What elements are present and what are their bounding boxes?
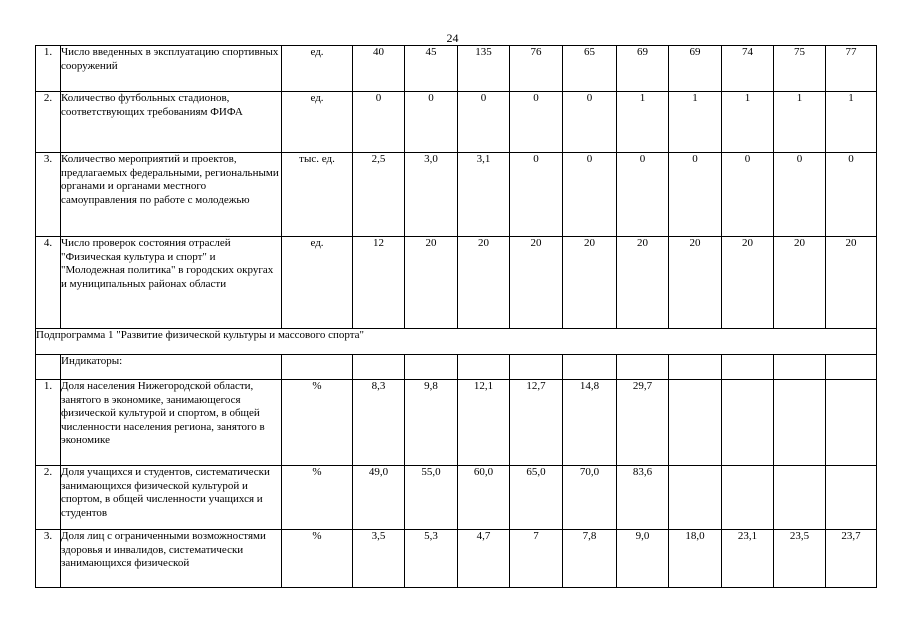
indicator-name: Количество футбольных стадионов, соответствующих требованиям ФИФА — [61, 92, 282, 153]
table-row — [36, 530, 877, 588]
value-cell: 20 — [458, 237, 510, 329]
value-cell: 135 — [458, 46, 510, 92]
indicators-table — [35, 45, 877, 588]
unit-cell: % — [282, 530, 353, 588]
indicator-name: Доля учащихся и студентов, систематически занимающихся физической культурой и спортом, в общей численности учащихся и студентов — [61, 466, 282, 530]
value-cell: 65 — [563, 46, 617, 92]
value-cell: 7 — [510, 530, 563, 588]
value-cell: 1 — [774, 92, 826, 153]
value-cell: 8,3 — [353, 380, 405, 466]
page-number: 24 — [446, 31, 459, 45]
empty-cell — [353, 355, 405, 380]
value-cell: 0 — [722, 153, 774, 237]
value-cell: 23,1 — [722, 530, 774, 588]
table-row — [36, 380, 877, 466]
value-cell: 0 — [510, 153, 563, 237]
value-cell: 12,1 — [458, 380, 510, 466]
table-row — [36, 92, 877, 153]
value-cell: 23,5 — [774, 530, 826, 588]
value-cell: 20 — [669, 237, 722, 329]
value-cell: 49,0 — [353, 466, 405, 530]
value-cell — [774, 466, 826, 530]
value-cell: 0 — [563, 92, 617, 153]
empty-cell — [458, 355, 510, 380]
value-cell: 0 — [669, 153, 722, 237]
row-number: 2. — [36, 466, 61, 530]
value-cell: 20 — [722, 237, 774, 329]
unit-cell: % — [282, 380, 353, 466]
value-cell: 0 — [405, 92, 458, 153]
value-cell: 0 — [617, 153, 669, 237]
value-cell: 18,0 — [669, 530, 722, 588]
value-cell: 3,1 — [458, 153, 510, 237]
value-cell: 20 — [774, 237, 826, 329]
value-cell: 74 — [722, 46, 774, 92]
value-cell: 77 — [826, 46, 877, 92]
value-cell — [826, 380, 877, 466]
empty-cell — [282, 355, 353, 380]
value-cell: 69 — [617, 46, 669, 92]
value-cell: 9,0 — [617, 530, 669, 588]
value-cell — [669, 380, 722, 466]
value-cell — [722, 380, 774, 466]
indicators-label: Индикаторы: — [61, 355, 282, 380]
indicator-name: Количество мероприятий и проектов, предлагаемых федеральными, региональными органами и органами местного самоуправления по работе с молодежью — [61, 153, 282, 237]
value-cell: 29,7 — [617, 380, 669, 466]
unit-cell: ед. — [282, 46, 353, 92]
value-cell: 75 — [774, 46, 826, 92]
value-cell: 12,7 — [510, 380, 563, 466]
value-cell: 70,0 — [563, 466, 617, 530]
value-cell: 14,8 — [563, 380, 617, 466]
value-cell: 3,0 — [405, 153, 458, 237]
value-cell — [722, 466, 774, 530]
value-cell: 0 — [774, 153, 826, 237]
unit-cell: % — [282, 466, 353, 530]
indicator-name: Доля населения Нижегородской области, занятого в экономике, занимающегося физической культурой и спортом, в общей численности населения региона, занятого в экономике — [61, 380, 282, 466]
empty-cell — [405, 355, 458, 380]
empty-cell — [36, 355, 61, 380]
table-body — [36, 46, 877, 588]
value-cell: 23,7 — [826, 530, 877, 588]
value-cell: 0 — [510, 92, 563, 153]
value-cell: 65,0 — [510, 466, 563, 530]
value-cell: 0 — [563, 153, 617, 237]
value-cell — [774, 380, 826, 466]
value-cell — [826, 466, 877, 530]
empty-cell — [669, 355, 722, 380]
value-cell: 2,5 — [353, 153, 405, 237]
value-cell: 0 — [353, 92, 405, 153]
indicator-name: Число проверок состояния отраслей "Физическая культура и спорт" и "Молодежная политика" в городских округах и муниципальных районах области — [61, 237, 282, 329]
value-cell: 76 — [510, 46, 563, 92]
subprogram-title: Подпрограмма 1 "Развитие физической культуры и массового спорта" — [36, 329, 877, 355]
value-cell: 60,0 — [458, 466, 510, 530]
row-number: 1. — [36, 380, 61, 466]
empty-cell — [774, 355, 826, 380]
empty-cell — [826, 355, 877, 380]
table-row — [36, 153, 877, 237]
row-number: 3. — [36, 530, 61, 588]
indicators-label-row — [36, 355, 877, 380]
unit-cell: ед. — [282, 92, 353, 153]
value-cell: 20 — [510, 237, 563, 329]
empty-cell — [722, 355, 774, 380]
value-cell: 20 — [826, 237, 877, 329]
value-cell: 5,3 — [405, 530, 458, 588]
value-cell: 20 — [405, 237, 458, 329]
value-cell: 12 — [353, 237, 405, 329]
row-number: 1. — [36, 46, 61, 92]
empty-cell — [563, 355, 617, 380]
unit-cell: тыс. ед. — [282, 153, 353, 237]
value-cell: 20 — [563, 237, 617, 329]
indicator-name: Доля лиц с ограниченными возможностями здоровья и инвалидов, систематически занимающихся физической — [61, 530, 282, 588]
value-cell: 1 — [617, 92, 669, 153]
unit-cell: ед. — [282, 237, 353, 329]
value-cell: 7,8 — [563, 530, 617, 588]
row-number: 2. — [36, 92, 61, 153]
value-cell: 1 — [722, 92, 774, 153]
value-cell: 0 — [458, 92, 510, 153]
value-cell: 3,5 — [353, 530, 405, 588]
value-cell: 69 — [669, 46, 722, 92]
value-cell: 45 — [405, 46, 458, 92]
indicator-name: Число введенных в эксплуатацию спортивных сооружений — [61, 46, 282, 92]
value-cell: 1 — [826, 92, 877, 153]
value-cell: 9,8 — [405, 380, 458, 466]
value-cell: 0 — [826, 153, 877, 237]
empty-cell — [510, 355, 563, 380]
value-cell — [669, 466, 722, 530]
value-cell: 1 — [669, 92, 722, 153]
value-cell: 40 — [353, 46, 405, 92]
empty-cell — [617, 355, 669, 380]
row-number: 4. — [36, 237, 61, 329]
value-cell: 4,7 — [458, 530, 510, 588]
table-row — [36, 237, 877, 329]
table-row — [36, 46, 877, 92]
value-cell: 20 — [617, 237, 669, 329]
value-cell: 83,6 — [617, 466, 669, 530]
subprogram-row — [36, 329, 877, 355]
value-cell: 55,0 — [405, 466, 458, 530]
row-number: 3. — [36, 153, 61, 237]
table-row — [36, 466, 877, 530]
